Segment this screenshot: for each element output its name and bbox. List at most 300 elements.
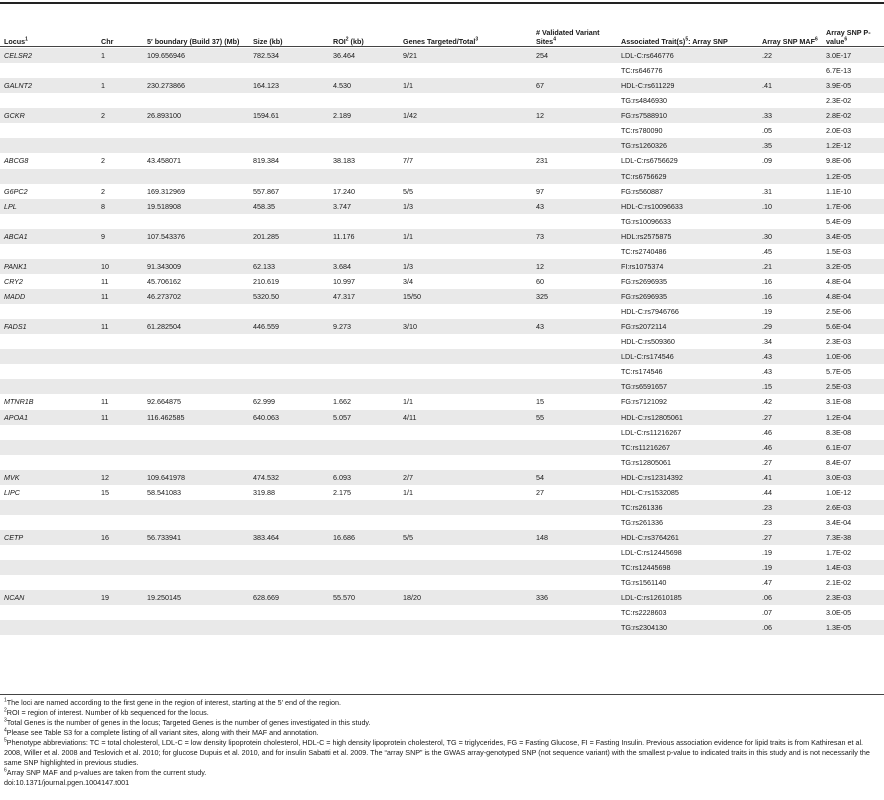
cell-sites xyxy=(532,93,617,108)
header-sites: # Validated Variant Sites$^4$ xyxy=(536,28,600,46)
cell-maf: .15 xyxy=(758,379,822,394)
cell-trait: LDL-C:rs12610185 xyxy=(617,590,758,605)
cell-maf: .29 xyxy=(758,319,822,334)
cell-trait: FG:rs7121092 xyxy=(621,397,667,407)
footnote: $^6$Array SNP MAF and p-values are taken from the current study. xyxy=(4,767,207,777)
cell-trait: LDL-C:rs12445698 xyxy=(621,548,682,558)
cell-roi: 6.093 xyxy=(329,470,399,485)
cell-sites xyxy=(532,304,617,319)
cell-locus xyxy=(0,123,97,138)
cell-boundary: 26.893100 xyxy=(143,108,249,123)
cell-size: 164.123 xyxy=(249,78,329,93)
cell-p: 2.1E-02 xyxy=(826,578,852,588)
cell-trait: HDL-C:rs3764261 xyxy=(617,530,758,545)
cell-size: 319.88 xyxy=(253,487,275,497)
cell-trait: TG:rs1260326 xyxy=(617,138,758,153)
cell-chr xyxy=(97,169,143,184)
cell-chr xyxy=(97,620,143,635)
cell-sites xyxy=(532,63,617,78)
cell-boundary: 19.518908 xyxy=(143,199,249,214)
table-row xyxy=(0,349,884,364)
header-genes: Genes Targeted/Total$^3$ xyxy=(403,36,479,46)
cell-maf: .27 xyxy=(762,457,772,467)
footnote: $^3$Total Genes is the number of genes in the locus; Targeted Genes is the number of genes investigated in this study. xyxy=(4,717,371,727)
cell-size xyxy=(249,575,329,590)
footnote: $^4$Please see Table S3 for a complete listing of all variant sites, along with their MAF and annotation. xyxy=(4,727,319,737)
cell-genes xyxy=(399,169,532,184)
cell-genes xyxy=(399,123,532,138)
cell-p: 3.2E-05 xyxy=(822,259,884,274)
table-row xyxy=(0,199,884,214)
cell-locus xyxy=(0,620,97,635)
cell-roi: 2.175 xyxy=(333,487,351,497)
cell-sites xyxy=(532,560,617,575)
cell-roi xyxy=(329,379,399,394)
cell-locus xyxy=(0,334,97,349)
cell-chr: 2 xyxy=(101,186,105,196)
cell-trait: TG:rs6591657 xyxy=(617,379,758,394)
cell-boundary: 46.273702 xyxy=(143,289,249,304)
cell-trait: TC:rs646776 xyxy=(621,66,663,76)
cell-boundary xyxy=(143,425,249,440)
cell-chr xyxy=(97,93,143,108)
cell-sites xyxy=(532,605,617,620)
cell-locus xyxy=(0,605,97,620)
cell-boundary xyxy=(143,605,249,620)
cell-size xyxy=(249,364,329,379)
table-row xyxy=(0,440,884,455)
cell-locus xyxy=(0,440,97,455)
cell-size: 640.063 xyxy=(249,410,329,425)
cell-trait: HDL-C:rs12805061 xyxy=(617,410,758,425)
cell-roi: 36.464 xyxy=(329,48,399,63)
cell-size xyxy=(249,545,329,560)
cell-locus: APOA1 xyxy=(0,410,97,425)
cell-roi xyxy=(329,440,399,455)
cell-sites xyxy=(532,545,617,560)
cell-boundary: 43.458071 xyxy=(147,156,181,166)
table-row xyxy=(0,108,884,123)
cell-genes xyxy=(399,93,532,108)
cell-maf: .06 xyxy=(758,590,822,605)
cell-sites xyxy=(532,349,617,364)
cell-sites: 54 xyxy=(532,470,617,485)
cell-locus: MTNR1B xyxy=(4,397,34,407)
cell-chr: 11 xyxy=(97,289,143,304)
cell-p: 6.1E-07 xyxy=(822,440,884,455)
cell-boundary: 91.343009 xyxy=(143,259,249,274)
cell-p: 2.3E-03 xyxy=(826,337,852,347)
cell-chr: 8 xyxy=(97,199,143,214)
cell-genes: 4/11 xyxy=(399,410,532,425)
cell-boundary: 58.541083 xyxy=(147,487,181,497)
cell-p: 5.4E-09 xyxy=(826,216,852,226)
cell-p: 1.7E-06 xyxy=(822,199,884,214)
cell-sites: 55 xyxy=(532,410,617,425)
cell-maf: .41 xyxy=(758,470,822,485)
cell-boundary xyxy=(143,214,249,229)
cell-roi xyxy=(329,455,399,470)
cell-locus: CRY2 xyxy=(4,276,23,286)
cell-size xyxy=(249,304,329,319)
cell-maf xyxy=(758,214,822,229)
cell-genes xyxy=(399,63,532,78)
cell-chr xyxy=(97,63,143,78)
cell-trait: TC:rs12445698 xyxy=(617,560,758,575)
cell-genes: 2/7 xyxy=(399,470,532,485)
cell-maf: .31 xyxy=(762,186,772,196)
cell-locus xyxy=(0,169,97,184)
cell-size: 782.534 xyxy=(249,48,329,63)
cell-locus: MVK xyxy=(0,470,97,485)
cell-locus: GCKR xyxy=(0,108,97,123)
cell-genes: 1/1 xyxy=(399,229,532,244)
table-row xyxy=(0,259,884,274)
cell-trait: HDL-C:rs611229 xyxy=(617,78,758,93)
cell-p: 4.8E-04 xyxy=(826,276,852,286)
cell-size: 819.384 xyxy=(253,156,279,166)
cell-maf: .27 xyxy=(758,530,822,545)
cell-locus xyxy=(0,63,97,78)
cell-trait: HDL-C:rs10096633 xyxy=(617,199,758,214)
table-row xyxy=(0,289,884,304)
cell-boundary xyxy=(143,515,249,530)
cell-size: 458.35 xyxy=(249,199,329,214)
footnote: $^1$The loci are named according to the first gene in the region of interest, starting at the 5′ end of the region. xyxy=(4,697,341,707)
cell-size xyxy=(249,379,329,394)
cell-trait: TC:rs174546 xyxy=(621,367,663,377)
cell-boundary xyxy=(143,123,249,138)
cell-p: 1.0E-12 xyxy=(826,487,852,497)
cell-chr xyxy=(97,560,143,575)
table-row xyxy=(0,605,884,620)
cell-roi xyxy=(329,93,399,108)
cell-size xyxy=(249,500,329,515)
cell-sites: 43 xyxy=(532,319,617,334)
cell-trait: TG:rs12805061 xyxy=(621,457,671,467)
cell-genes: 5/5 xyxy=(403,186,413,196)
cell-size: 62.133 xyxy=(249,259,329,274)
cell-sites: 254 xyxy=(532,48,617,63)
cell-p: 1.0E-06 xyxy=(822,349,884,364)
cell-maf: .05 xyxy=(762,126,772,136)
cell-size xyxy=(249,455,329,470)
cell-trait: FG:rs2696935 xyxy=(621,276,667,286)
cell-roi xyxy=(329,138,399,153)
cell-roi: 1.662 xyxy=(333,397,351,407)
cell-genes xyxy=(399,214,532,229)
cell-size xyxy=(249,515,329,530)
cell-genes: 1/42 xyxy=(399,108,532,123)
table-row xyxy=(0,123,884,138)
cell-genes: 5/5 xyxy=(399,530,532,545)
cell-p: 2.3E-02 xyxy=(826,96,852,106)
cell-locus xyxy=(0,455,97,470)
cell-p: 5.6E-04 xyxy=(822,319,884,334)
cell-maf: .43 xyxy=(762,367,772,377)
cell-boundary: 107.543376 xyxy=(143,229,249,244)
cell-boundary: 116.462585 xyxy=(143,410,249,425)
cell-trait: TG:rs2304130 xyxy=(617,620,758,635)
cell-chr: 19 xyxy=(97,590,143,605)
cell-maf: .34 xyxy=(762,337,772,347)
cell-chr: 11 xyxy=(101,276,109,286)
cell-p: 4.8E-04 xyxy=(822,289,884,304)
cell-p: 3.0E-03 xyxy=(822,470,884,485)
cell-chr xyxy=(97,545,143,560)
cell-size: 1594.61 xyxy=(249,108,329,123)
cell-trait: LDL-C:rs174546 xyxy=(617,349,758,364)
table-row xyxy=(0,184,884,199)
cell-size: 557.867 xyxy=(253,186,279,196)
cell-boundary xyxy=(143,364,249,379)
cell-size xyxy=(249,560,329,575)
cell-trait: LDL-C:rs11216267 xyxy=(621,427,682,437)
cell-maf: .06 xyxy=(758,620,822,635)
cell-genes: 1/1 xyxy=(403,397,413,407)
cell-sites xyxy=(532,379,617,394)
table-row xyxy=(0,410,884,425)
cell-genes: 7/7 xyxy=(403,156,413,166)
cell-p: 2.0E-03 xyxy=(826,126,852,136)
table-row xyxy=(0,244,884,259)
cell-maf: .42 xyxy=(762,397,772,407)
table-row xyxy=(0,169,884,184)
table-row xyxy=(0,560,884,575)
footnote: $^5$Phenotype abbreviations: TC = total cholesterol, LDL-C = low density lipoprotein cholesterol, HDL-C = high density lipoprotein cholesterol, TG = triglycerides, FG = Fasting Glucose, FI = Fasting Insulin. Previous association evidence for lipid traits is from Kathiresan et al. 2008, Willer et al. 2008 and Teslovich et al. 2010; for glucose Dupuis et al. 2010, and for insulin Sabatti et al. 2009. The “array SNP” is the GWAS array-genotyped SNP (not sequence variant) with the smallest p-value to indicated traits in this study and is not necessarily the same SNP highlighted in previous studies. xyxy=(4,737,870,767)
cell-trait: FG:rs2072114 xyxy=(617,319,758,334)
cell-boundary xyxy=(143,575,249,590)
cell-size xyxy=(249,425,329,440)
cell-chr xyxy=(97,605,143,620)
cell-roi: 17.240 xyxy=(333,186,355,196)
cell-boundary: 56.733941 xyxy=(143,530,249,545)
cell-locus: G6PC2 xyxy=(4,186,28,196)
cell-sites: 43 xyxy=(532,199,617,214)
cell-p: 8.3E-08 xyxy=(826,427,852,437)
cell-size xyxy=(249,123,329,138)
cell-maf: .09 xyxy=(762,156,772,166)
cell-trait: TG:rs1561140 xyxy=(621,578,667,588)
cell-sites xyxy=(532,500,617,515)
cell-sites xyxy=(532,138,617,153)
cell-roi xyxy=(329,304,399,319)
cell-roi: 10.997 xyxy=(333,276,355,286)
cell-locus: GALNT2 xyxy=(0,78,97,93)
cell-locus xyxy=(0,93,97,108)
cell-genes xyxy=(399,349,532,364)
table-row xyxy=(0,575,884,590)
cell-roi xyxy=(329,334,399,349)
cell-p: 3.0E-17 xyxy=(822,48,884,63)
cell-p: 3.4E-04 xyxy=(826,517,852,527)
cell-chr: 16 xyxy=(97,530,143,545)
table-row xyxy=(0,500,884,515)
cell-genes xyxy=(399,575,532,590)
cell-chr xyxy=(97,440,143,455)
cell-boundary xyxy=(143,169,249,184)
cell-maf: .16 xyxy=(762,276,772,286)
cell-chr xyxy=(97,500,143,515)
header-trait: Associated $Trait(s)^5$: Array SNP xyxy=(621,36,728,46)
cell-roi: 55.570 xyxy=(329,590,399,605)
cell-chr: 9 xyxy=(97,229,143,244)
cell-locus xyxy=(0,425,97,440)
table-row xyxy=(0,515,884,530)
cell-sites xyxy=(532,169,617,184)
cell-roi xyxy=(329,349,399,364)
header-chr: Chr xyxy=(101,37,114,46)
cell-p: 8.4E-07 xyxy=(826,457,852,467)
cell-size xyxy=(249,620,329,635)
cell-chr: 11 xyxy=(97,319,143,334)
cell-maf: .16 xyxy=(758,289,822,304)
cell-trait: LDL-C:rs646776 xyxy=(617,48,758,63)
cell-boundary xyxy=(143,560,249,575)
cell-size: 474.532 xyxy=(249,470,329,485)
cell-sites xyxy=(532,334,617,349)
table-row xyxy=(0,545,884,560)
cell-roi xyxy=(329,63,399,78)
cell-size xyxy=(249,349,329,364)
cell-sites xyxy=(532,575,617,590)
cell-sites xyxy=(532,214,617,229)
cell-roi xyxy=(329,545,399,560)
cell-size xyxy=(249,93,329,108)
cell-genes xyxy=(399,334,532,349)
cell-locus xyxy=(0,545,97,560)
cell-p: 1.5E-03 xyxy=(826,246,852,256)
cell-maf: .07 xyxy=(762,608,772,618)
cell-genes xyxy=(399,560,532,575)
cell-p: 3.4E-05 xyxy=(822,229,884,244)
cell-boundary: 19.250145 xyxy=(143,590,249,605)
cell-p: 2.8E-02 xyxy=(822,108,884,123)
cell-maf: .43 xyxy=(758,349,822,364)
cell-locus xyxy=(0,214,97,229)
cell-sites xyxy=(532,620,617,635)
cell-locus xyxy=(0,515,97,530)
table-row xyxy=(0,93,884,108)
cell-boundary xyxy=(143,440,249,455)
cell-roi: 4.530 xyxy=(329,78,399,93)
cell-locus xyxy=(0,379,97,394)
cell-sites: 325 xyxy=(532,289,617,304)
cell-genes xyxy=(399,620,532,635)
cell-sites xyxy=(532,364,617,379)
cell-locus: NCAN xyxy=(0,590,97,605)
table-row xyxy=(0,153,884,168)
cell-roi: 38.183 xyxy=(333,156,355,166)
cell-chr: 1 xyxy=(97,48,143,63)
cell-genes: 1/3 xyxy=(399,259,532,274)
cell-sites: 148 xyxy=(532,530,617,545)
cell-genes xyxy=(399,244,532,259)
cell-size: 201.285 xyxy=(249,229,329,244)
cell-p: 3.0E-05 xyxy=(826,608,852,618)
cell-genes xyxy=(399,455,532,470)
cell-genes: 15/50 xyxy=(399,289,532,304)
cell-sites: 97 xyxy=(536,186,544,196)
cell-maf: .23 xyxy=(762,517,772,527)
cell-chr xyxy=(97,349,143,364)
cell-genes xyxy=(399,425,532,440)
cell-chr: 2 xyxy=(101,156,105,166)
cell-sites xyxy=(532,515,617,530)
cell-roi: 9.273 xyxy=(329,319,399,334)
table-row xyxy=(0,425,884,440)
cell-sites: 12 xyxy=(532,108,617,123)
cell-size: 628.669 xyxy=(249,590,329,605)
footnote: doi:10.1371/journal.pgen.1004147.t001 xyxy=(4,778,130,787)
cell-roi: 16.686 xyxy=(329,530,399,545)
cell-chr: 15 xyxy=(101,487,109,497)
cell-sites: 27 xyxy=(536,487,544,497)
cell-maf: .23 xyxy=(758,500,822,515)
cell-chr xyxy=(97,515,143,530)
cell-chr xyxy=(97,334,143,349)
cell-boundary: 61.282504 xyxy=(143,319,249,334)
table-row xyxy=(0,78,884,93)
cell-maf: .46 xyxy=(758,440,822,455)
cell-boundary: 45.706162 xyxy=(147,276,181,286)
table-row xyxy=(0,620,884,635)
cell-genes: 1/3 xyxy=(399,199,532,214)
cell-chr xyxy=(97,244,143,259)
cell-maf xyxy=(758,169,822,184)
cell-maf xyxy=(758,63,822,78)
table-row xyxy=(0,379,884,394)
cell-roi xyxy=(329,244,399,259)
cell-roi xyxy=(329,575,399,590)
footnotes xyxy=(4,698,880,788)
cell-genes xyxy=(399,545,532,560)
cell-maf: .46 xyxy=(762,427,772,437)
cell-sites: 12 xyxy=(532,259,617,274)
cell-sites: 231 xyxy=(536,156,548,166)
cell-boundary xyxy=(143,334,249,349)
cell-locus: CELSR2 xyxy=(0,48,97,63)
cell-chr: 11 xyxy=(97,410,143,425)
cell-maf: .30 xyxy=(758,229,822,244)
header-roi: ROI$^2$ (kb) xyxy=(333,36,364,46)
cell-trait: HDL-C:rs12314392 xyxy=(617,470,758,485)
table-row xyxy=(0,394,884,409)
cell-maf: .47 xyxy=(762,578,772,588)
cell-boundary xyxy=(143,620,249,635)
cell-locus: CETP xyxy=(0,530,97,545)
cell-trait: TC:rs6756629 xyxy=(617,169,758,184)
cell-roi: 3.747 xyxy=(329,199,399,214)
cell-locus xyxy=(0,560,97,575)
cell-p: 5.7E-05 xyxy=(826,367,852,377)
cell-p: 1.3E-05 xyxy=(822,620,884,635)
cell-locus xyxy=(0,304,97,319)
cell-trait: TC:rs2740486 xyxy=(621,246,667,256)
cell-trait: HDL-C:rs509360 xyxy=(621,337,675,347)
cell-roi: 47.317 xyxy=(329,289,399,304)
footnote: $^2$ROI = region of interest. Number of kb sequenced for the locus. xyxy=(4,707,209,717)
cell-roi xyxy=(329,620,399,635)
cell-maf: .45 xyxy=(762,246,772,256)
table-row xyxy=(0,63,884,78)
cell-p: 3.1E-08 xyxy=(826,397,852,407)
cell-p: 3.9E-05 xyxy=(822,78,884,93)
cell-chr xyxy=(97,575,143,590)
cell-roi xyxy=(329,169,399,184)
cell-maf: .35 xyxy=(758,138,822,153)
cell-boundary xyxy=(143,500,249,515)
